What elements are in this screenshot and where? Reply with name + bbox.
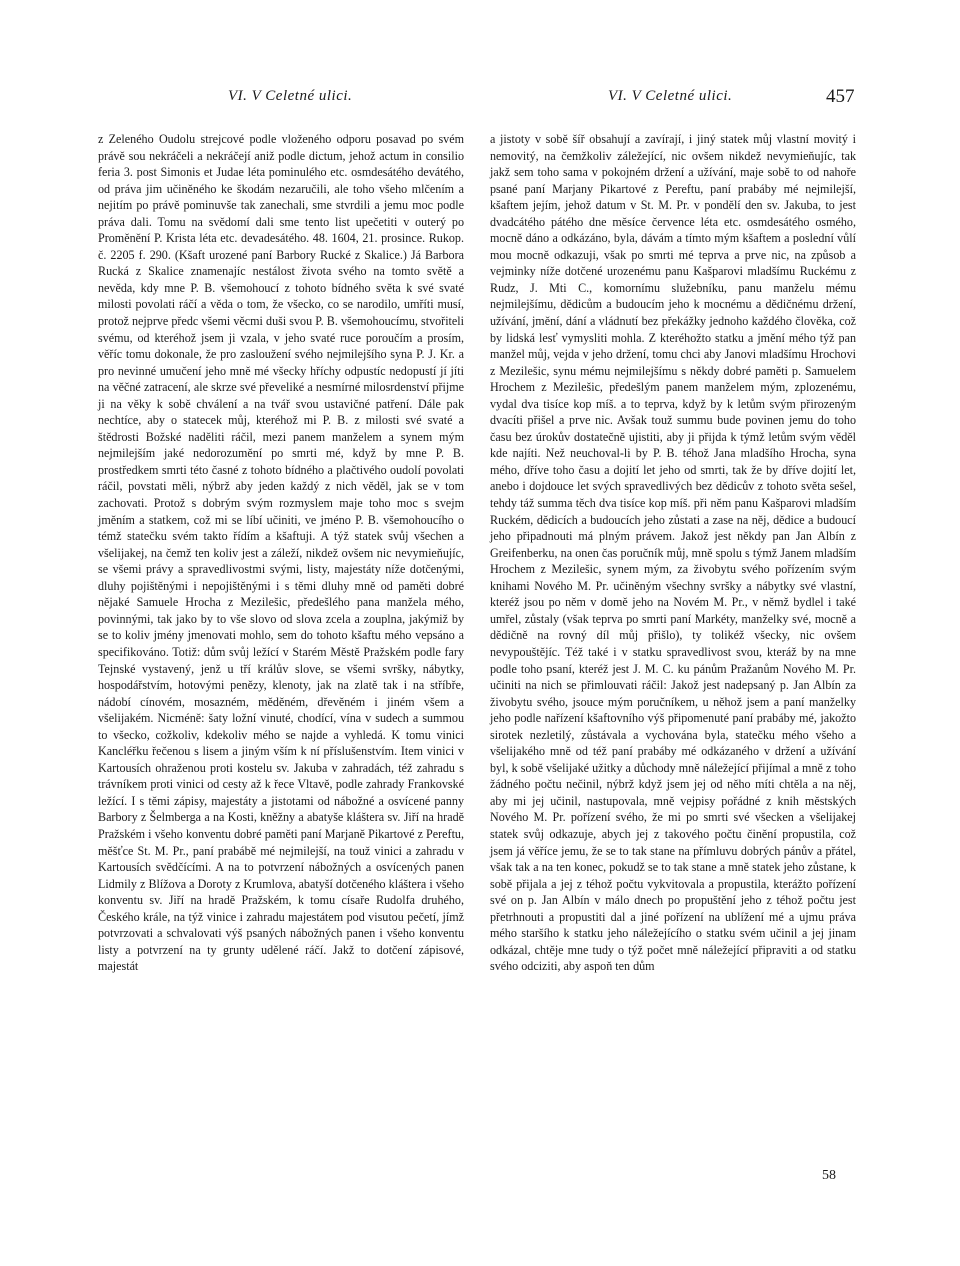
running-header-right: VI. V Celetné ulici.	[608, 88, 733, 104]
right-text-column	[490, 131, 856, 975]
left-text-column	[98, 131, 464, 975]
page-number: 457	[826, 86, 855, 107]
left-column-text: z Zeleného Oudolu strejcové podle vloženého odporu posavad po svém právě sou nekráčeli a nekráčejí aniž podle dictum, jehož actum in consilio feria 3. post Simonis et Judae léta pominulého etc. osmdesátého devátého, od práva jim učiněného ke škodám nezaručili, ale toho všeho mlčením a nejitím po právě pominuvše tak zanechali, sme stvrdili a jemu moc podle práva dali. Tomu na svědomí dali sme tento list upečetiti v outerý po Proměnění P. Krista léta etc. devadesátého. 48. 1604, 21. prosince. Rukop. č. 2205 f. 290. (Kšaft urozené paní Barbory Rucké z Skalice.) Já Barbora Rucká z Skalice znamenajíc nestálost života svého na tomto světě a nevěda, kdy mne P. B. všemohoucí z tohoto bídného světa k své svaté milosti povolati ráčí a věda o tom, že všecko, co se narodilo, umříti musí, protož nejprve předc všemi věcmi duši svou P. B. všemohoucímu, stvořiteli svému, od kteréhož jsem ji vzala, v jeho svaté ruce poroučím a prosím, věříc tomu dokonale, že pro zasloužení svého nejmilejšího syna P. J. Kr. a pro nevinné umučení jeho mně mé všecky hříchy odpustíc nedopustí jí jíti na věčné zatracení, ale skrze své převeliké a nesmírné milosrdenství přijme ji na věky k sobě chválení a na tvář svou ustavičné patření. Dále pak nechtíce, aby o statecek můj, kteréhož mi P. B. z milosti své svaté a štědrosti Božské naděliti ráčil, mezi panem manželem a synem mým nejmilejším jaké nedorozumění po smrti mé, když by mne P. B. prostředkem smrti této časné z tohoto bídného a plačtivého oudolí povolati ráčil, povstati měli, nýbrž aby jeden každý z nich věděl, jak se v tom zachovati. Protož s dobrým svým rozmyslem maje toho moc s svejm jměním a statkem, což mi se líbí učiniti, ve jméno P. B. všemohoucího o témž statečku svém takto řídím a kšaftuji. A týž statek svůj všechen a všelijakej, na čemž ten koliv jest a záleží, nikdež ovšem nic nevymieňujíc, se všemi právy a spravedlivostmi svými, listy, majestáty níže dotčenými, dluhy pojištěnými i nepojištěnými i s těmi dluhy mně od paměti dobré nějaké Samuele Hrocha z Mezilešic, předešlého pana manžela mého, povinnými, tak jako by to vše slovo od slova zcela a zouplna, jakýmiž by se to koliv jmény jmenovati mohlo, sem do tohoto kšaftu mého vepsáno a specifikováno. Totiž: dům svůj ležící v Starém Městě Pražském podle fary Tejnské vystavený, jenž u tří králův slove, se všemi svršky, nábytky, hospodářstvím, hotovými penězy, klenoty, jak na zlatě tak i na stříbře, nádobí cínovém, mosazném, měděném, dřevěném i jiném všem a všelijakém. Nicméně: šaty ložní vinuté, chodící, vína v sudech a summou to všecko, cožkoliv, kdekoliv mého se najde a vyhledá. K tomu vinici Kancléřku řečenou s lisem a jiným vším k ní příslušenstvím. Item vinici v Kartousích ohraženou proti kostelu sv. Jakuba v zahradách, též zahradu s trávníkem proti vinici od cesty až k řece Vltavě, podle zahrady Frankovské ležící. I s těmi zápisy, majestáty a jistotami od nábožné a osvícené panny Barbory z Šelmberga a na Kosti, kněžny a abatyše kláštera sv. Jiří na hradě Pražském i všeho konventu dobré paměti paní Marjaně Pikartové z Pereftu, měšťce St. M. Pr., paní prabábě mé nejmilejší, na touž vinici a zahradu v Kartousích svědčícími. A na to potvrzení nábožných a osvícených panen Lidmily z Blížova a Doroty z Krumlova, abatyší dotčeného kláštera i všeho konventu sv. Jiří na hradě Pražském, k tomu císaře Rudolfa druhého, Českého krále, na týž vinice i zahradu majestátem pod visutou pečetí, jímž potvrzovati a schvalovati výš psaných nábožných panen i všeho konventu listy a potvrzení na ty grunty udělené ráčí. Jakž to dotčení zápisové, majestát	[98, 132, 464, 974]
right-column-text: a jistoty v sobě šíř obsahují a zavírají, i jiný statek můj vlastní movitý i nemovitý, na čemžkoliv záležející, nic ovšem nikdež nevymieňujíc, tak jakž sem toho sama v pokojném držení a užívání, maje sobě to od nahoře psané paní Marjany Pikartové z Pereftu, paní prabáby mé nejmilejší, kšaftem jejím, jehož datum v St. M. Pr. v pondělí den sv. Jakuba, to jest dvadcátého pátého dne měsíce července léta etc. osmdesátého osmého, mocně dáno a odkázáno, byla, dávám a tímto mým kšaftem a poslední vůlí mou mocně odkazuji, však po smrti mé teprva a prve nic, na způsob a vejminky níže dotčené urozenému panu Kašparovi mladšímu Ruckému z Rudz, J. Mti C., komornímu služebníku, panu manželu mému nejmilejšímu, dědicům a budoucím jeho k mocnému a dědičnému držení, užívání, jmění, dání a vládnutí bez překážky jednoho každého člověka, což by lidská lesť vymysliti mohla. Z kteréhožto statku a jmění mého týž pan manžel můj, vejda v jeho držení, tomu chci aby Janovi mladšímu Hrochovi z Mezilešic, synu mému nejmilejšímu s někdy dobré paměti p. Samuelem Hrochem z Mezilešic, předešlým panem manželem mým, zplozenému, vydal dva tisíce kop míš. a to teprva, když by k letům svým přirozeným dvacíti přišel a prve nic. Avšak touž summu bude povinen jemu do toho času bez úrokův dostatečně ujistiti, aby ji přijda k týmž letům svým věděl kde najíti. Než neuchoval-li by P. B. téhož Jana mladšího Hrocha, syna mého, dříve toho času a dojití let jeho od smrti, tak že by dříve dojití let, anebo i dojdouce let svých spravedlivých bez dědicův z tohoto světa sešel, tehdy táž summa těch dva tisíce kop míš. při něm panu Kašparovi mladším Ruckém, dědicích a budoucích jeho zůstati a zase na něj, dědice a budoucí jeho připadnouti má plným právem. Jakož jest někdy pan Jan Albín z Greifenberku, na onen čas poručník můj, mně spolu s týmž Janem mladším Hrochem z Mezilešic, synem mým, za živobytu svého pořízením svým knihami Nového M. Pr. učiněným všechny svršky a nábytky své vlastní, kteréž jsou po něm v domě jeho na Novém M. Pr., v němž bydlel i také umřel, zůstaly (však teprva po smrti paní Markéty, manželky své, mocně a dědičně na rovný díl můj přišlo), ty tolikéž všecky, nic ovšem nevypouštějíc. Též také i v statku spravedlivost svou, kteráž by na mne podle toho psaní, kteréž jest J. M. C. ku pánům Pražanům Nového M. Pr. učiniti na nich se přimlouvati ráčil: Jakož jest nadepsaný p. Jan Albín za živobytu svého, jsouce mým poručníkem, u něhož jsem a paní manželky jeho podle nařízení kšaftovního výš připomenuté paní prabáby mé, jakožto sirotek nezletilý, zůstávala a vychována byla, statečku mého všeho a všelijakého mně od též paní prabáby mé odkázaného v držení a užívání byl, k sobě všelijaké užitky a důchody mně náležející přijímal a mně z toho žádného počtu nečinil, nýbrž když jsem jej od něho míti chtěla a na něj, aby mi jej učinil, nastupovala, mně vejpisy pořádné z knih městských Nového M. Pr. pořízení svého, že mi po smrti své všecken a všelijakej statek svůj odkazuje, abych jej z takového počtu činění propustila, což jsem já věříce jemu, že se to tak stane na přímluvu dobrých pánův a přátel, však tak a na ten konec, pokudž se to tak stane a mně statek jeho zůstane, k sobě přijala a jej z téhož počtu vykvitovala a propustila, kterážto pořízení své on p. Jan Albín v málo dnech po propuštění jeho z téhož počtu jest přetrhnouti a propustiti dal a jiné pořízení na ublížení mé a ujmu práva mého staršího k statku jeho náležejícího o statku svém učinil a jej jinam odkázal, chtěje mne tudy o týž počet mně náležející připraviti a od statku svého odciziti, aby aspoň ten dům	[490, 132, 856, 974]
signature-mark: 58	[822, 1168, 836, 1183]
running-header-left: VI. V Celetné ulici.	[228, 88, 353, 104]
